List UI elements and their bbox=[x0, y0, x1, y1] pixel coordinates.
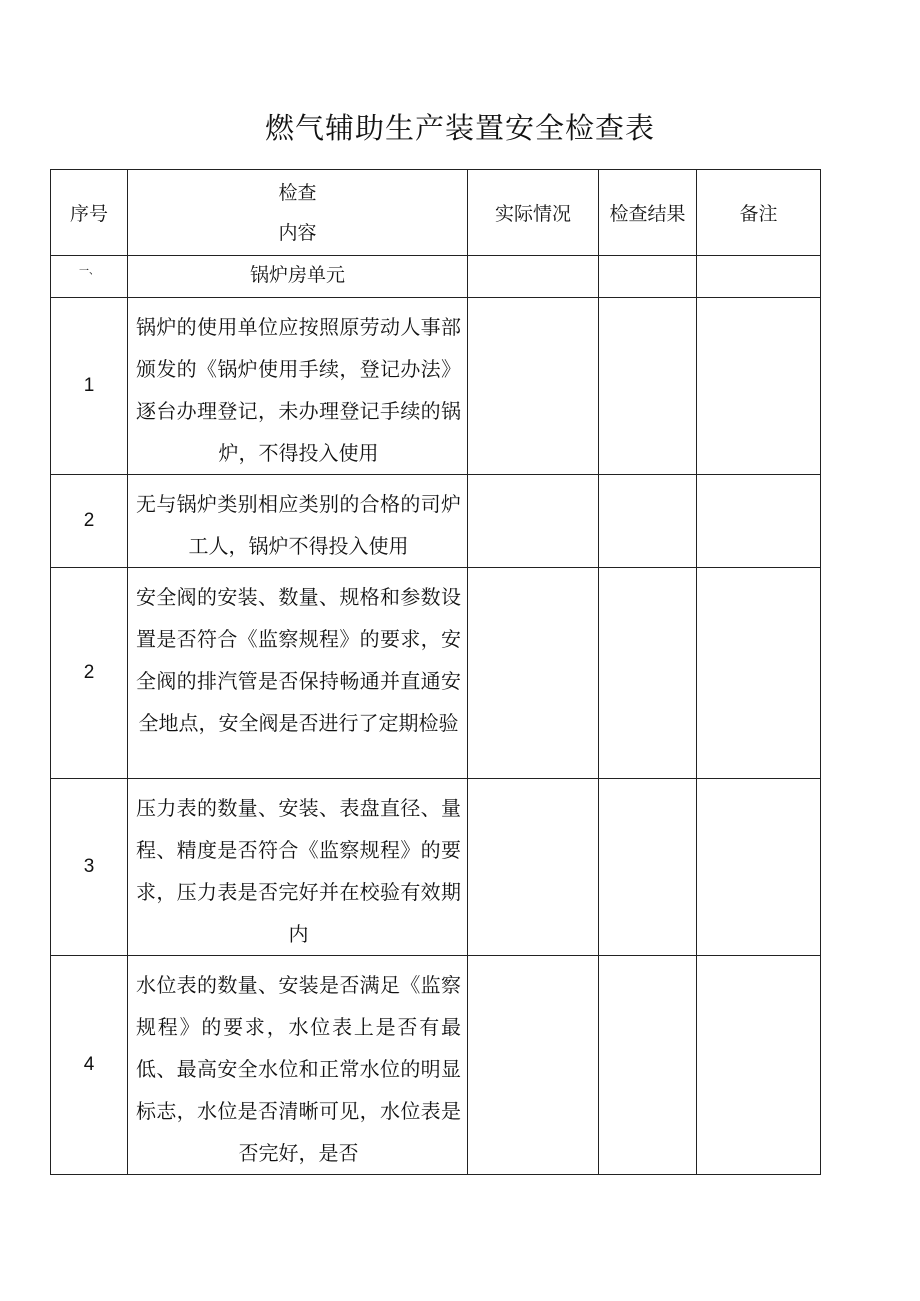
section-number: 一、 bbox=[51, 256, 128, 298]
result-cell bbox=[599, 298, 697, 475]
row-content: 无与锅炉类别相应类别的合格的司炉工人，锅炉不得投入使用 bbox=[128, 475, 468, 568]
note-cell bbox=[697, 568, 821, 779]
table-header-row bbox=[51, 170, 821, 256]
header-content bbox=[128, 170, 468, 256]
table-row bbox=[51, 298, 821, 475]
table-row bbox=[51, 475, 821, 568]
result-cell bbox=[599, 256, 697, 298]
note-cell bbox=[697, 475, 821, 568]
result-cell bbox=[599, 568, 697, 779]
row-content: 压力表的数量、安装、表盘直径、量程、精度是否符合《监察规程》的要求，压力表是否完好并在校验有效期内 bbox=[128, 779, 468, 956]
inspection-table bbox=[50, 169, 821, 1175]
page-title: 燃气辅助生产装置安全检查表 bbox=[264, 111, 655, 145]
row-content: 锅炉的使用单位应按照原劳动人事部颁发的《锅炉使用手续，登记办法》逐台办理登记，未办理登记手续的锅炉，不得投入使用 bbox=[128, 298, 468, 475]
actual-cell bbox=[468, 298, 599, 475]
actual-cell bbox=[468, 256, 599, 298]
row-content: 安全阀的安装、数量、规格和参数设置是否符合《监察规程》的要求，安全阀的排汽管是否保持畅通并直通安全地点，安全阀是否进行了定期检验 bbox=[128, 568, 468, 779]
actual-cell bbox=[468, 956, 599, 1175]
row-number: 2 bbox=[51, 568, 128, 779]
header-content-line1: 检查 bbox=[278, 181, 317, 204]
note-cell bbox=[697, 779, 821, 956]
header-note: 备注 bbox=[697, 170, 821, 256]
section-label: 锅炉房单元 bbox=[128, 256, 468, 298]
row-number: 1 bbox=[51, 298, 128, 475]
result-cell bbox=[599, 779, 697, 956]
actual-cell bbox=[468, 779, 599, 956]
header-result: 检查结果 bbox=[599, 170, 697, 256]
table-row bbox=[51, 956, 821, 1175]
actual-cell bbox=[468, 475, 599, 568]
row-number: 2 bbox=[51, 475, 128, 568]
header-content-line2: 内容 bbox=[278, 221, 317, 244]
note-cell bbox=[697, 256, 821, 298]
row-number: 3 bbox=[51, 779, 128, 956]
note-cell bbox=[697, 298, 821, 475]
actual-cell bbox=[468, 568, 599, 779]
result-cell bbox=[599, 475, 697, 568]
table-row bbox=[51, 568, 821, 779]
section-row bbox=[51, 256, 821, 298]
header-no: 序号 bbox=[51, 170, 128, 256]
row-number: 4 bbox=[51, 956, 128, 1175]
table-row bbox=[51, 779, 821, 956]
row-content: 水位表的数量、安装是否满足《监察规程》的要求，水位表上是否有最低、最高安全水位和正常水位的明显标志，水位是否清晰可见，水位表是否完好，是否 bbox=[128, 956, 468, 1175]
result-cell bbox=[599, 956, 697, 1175]
header-actual: 实际情况 bbox=[468, 170, 599, 256]
note-cell bbox=[697, 956, 821, 1175]
